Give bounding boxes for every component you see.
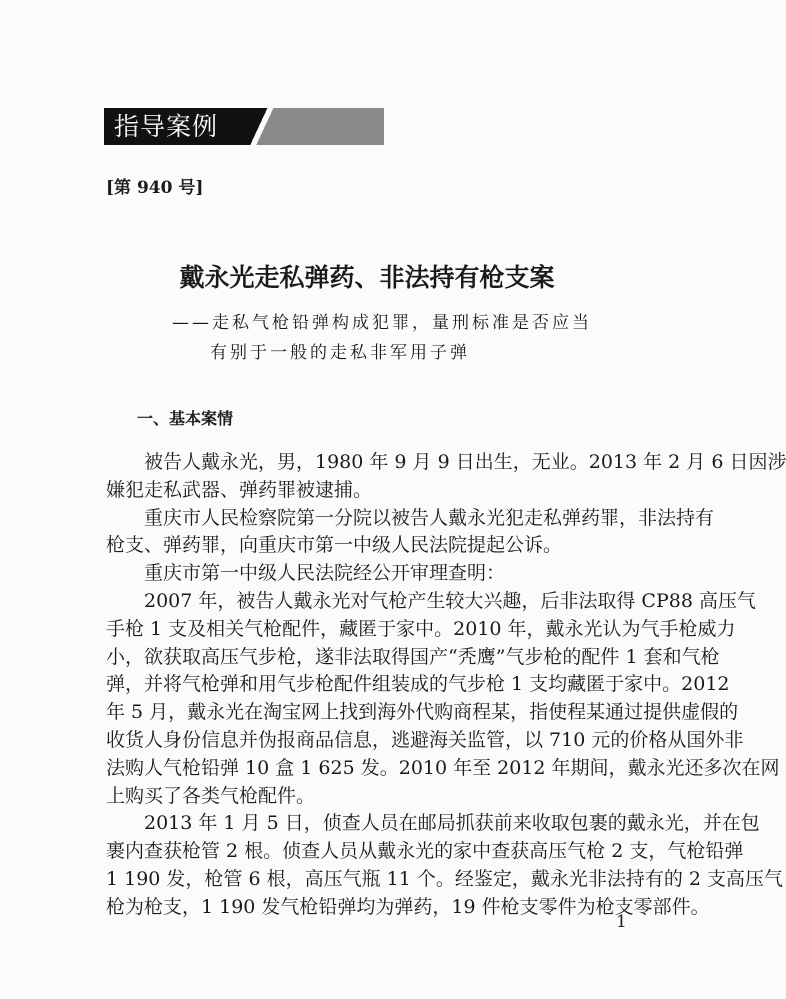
section-heading: 一、基本案情 — [137, 409, 234, 428]
body-line: 2013 年 1 月 5 日，侦查人员在邮局抓获前来收取包裹的戴永光，并在包 — [144, 812, 760, 835]
body-line: 收货人身份信息并伪报商品信息，逃避海关监管，以 710 元的价格从国外非 — [106, 728, 744, 751]
case-title: 戴永光走私弹药、非法持有枪支案 — [179, 263, 555, 292]
banner-label: 指导案例 — [114, 112, 219, 141]
body-line: 法购人气枪铅弹 10 盒 1 625 发。2010 年至 2012 年期间，戴永光还多次在网 — [106, 756, 780, 779]
body-line: 上购买了各类气枪配件。 — [106, 784, 316, 807]
body-line: 小，欲获取高压气步枪，遂非法取得国产“秃鹰”气步枪的配件 1 套和气枪 — [106, 645, 720, 668]
body-line: 年 5 月，戴永光在淘宝网上找到海外代购商程某，指使程某通过提供虚假的 — [106, 701, 739, 724]
body-line: 嫌犯走私武器、弹药罪被逮捕。 — [106, 478, 373, 501]
section-banner — [104, 108, 384, 145]
subtitle-line-2: 有别于一般的走私非军用子弹 — [210, 343, 470, 363]
body-line: 2007 年，被告人戴永光对气枪产生较大兴趣，后非法取得 CP88 高压气 — [144, 589, 756, 612]
body-line: 弹，并将气枪弹和用气步枪配件组装成的气步枪 1 支均藏匿于家中。2012 — [106, 673, 730, 696]
page-number: 1 — [616, 912, 627, 932]
body-line: 枪支、弹药罪，向重庆市第一中级人民法院提起公诉。 — [106, 534, 563, 557]
body-line: 枪为枪支，1 190 发气枪铅弹均为弹药，19 件枪支零件为枪支零部件。 — [106, 895, 710, 918]
body-line: 手枪 1 支及相关气枪配件，藏匿于家中。2010 年，戴永光认为气手枪威力 — [106, 617, 736, 640]
body-line: 重庆市人民检察院第一分院以被告人戴永光犯走私弹药罪，非法持有 — [144, 506, 715, 529]
body-line: 1 190 发，枪管 6 根，高压气瓶 11 个。经鉴定，戴永光非法持有的 2 支高压气 — [106, 867, 784, 890]
body-line: 被告人戴永光，男，1980 年 9 月 9 日出生，无业。2013 年 2 月 6 日因涉 — [144, 451, 786, 473]
subtitle-line-1: ——走私气枪铅弹构成犯罪，量刑标准是否应当 — [172, 313, 592, 333]
case-number: [第 940 号] — [106, 178, 204, 198]
body-line: 裹内查获枪管 2 根。侦查人员从戴永光的家中查获高压气枪 2 支，气枪铅弹 — [106, 840, 744, 863]
body-line: 重庆市第一中级人民法院经公开审理查明： — [144, 562, 506, 585]
body-text — [106, 449, 786, 922]
